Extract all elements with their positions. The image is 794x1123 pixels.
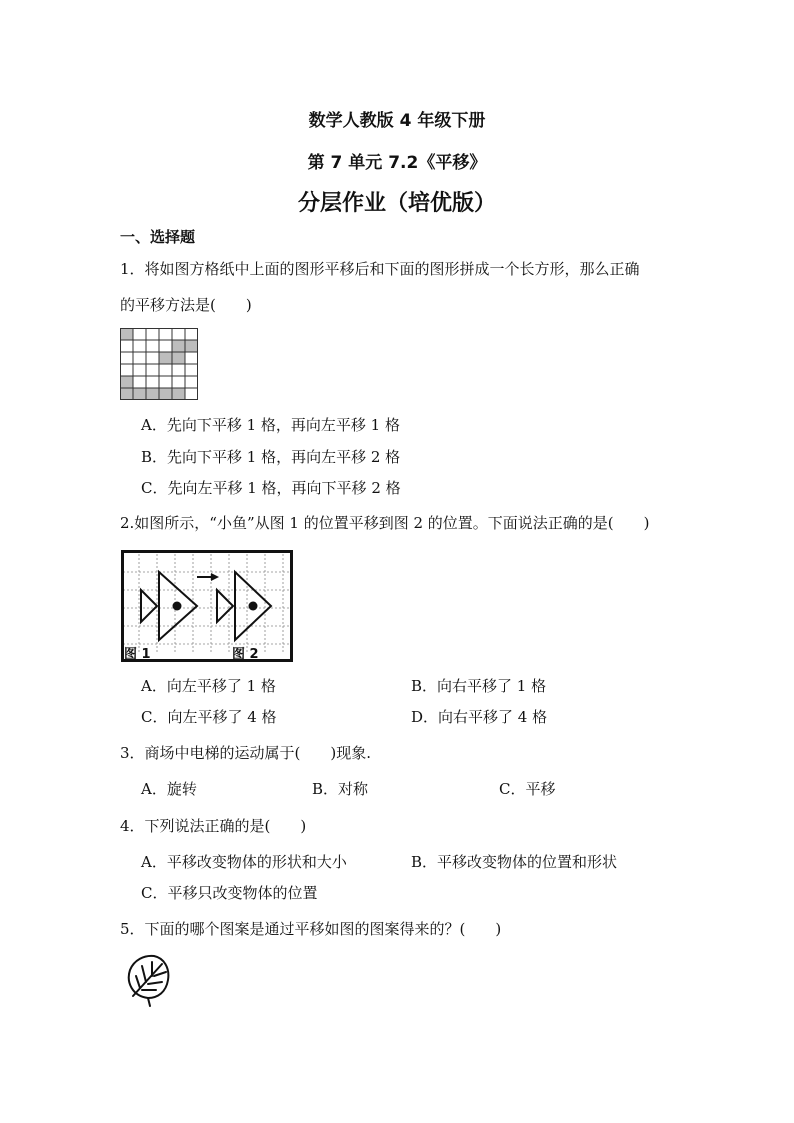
- q3-option-a[interactable]: A．旋转: [141, 780, 197, 798]
- q2-option-c[interactable]: C．向左平移了 4 格: [141, 708, 277, 726]
- doc-title-line1: 数学人教版 4 年级下册: [308, 111, 486, 131]
- q4-option-c[interactable]: C．平移只改变物体的位置: [141, 884, 318, 902]
- q1-option-a[interactable]: A．先向下平移 1 格，再向左平移 1 格: [141, 416, 400, 434]
- q2-stem-line1: 2.如图所示，“小鱼”从图 1 的位置平移到图 2 的位置。下面说法正确的是( ): [120, 514, 650, 532]
- q5-stem-line1: 5．下面的哪个图案是通过平移如图的图案得来的？( ): [120, 920, 502, 938]
- q3-option-b[interactable]: B．对称: [312, 780, 369, 798]
- q3-stem-line1: 3．商场中电梯的运动属于( )现象.: [120, 744, 372, 762]
- q1-option-b[interactable]: B．先向下平移 1 格，再向左平移 2 格: [141, 448, 401, 466]
- q3-option-c[interactable]: C．平移: [499, 780, 556, 798]
- doc-title-line3: 分层作业（培优版）: [297, 191, 496, 216]
- q4-option-a[interactable]: A．平移改变物体的形状和大小: [141, 853, 347, 871]
- q2-figure-label-1: 图 1: [124, 647, 151, 662]
- q1-stem-line1: 1．将如图方格纸中上面的图形平移后和下面的图形拼成一个长方形，那么正确: [120, 260, 640, 278]
- q1-stem-line2: 的平移方法是( ): [120, 296, 252, 314]
- doc-title-line2: 第 7 单元 7.2《平移》: [307, 153, 487, 173]
- q1-option-c[interactable]: C．先向左平移 1 格，再向下平移 2 格: [141, 479, 401, 497]
- q1-grid-figure: [120, 328, 198, 400]
- q2-option-a[interactable]: A．向左平移了 1 格: [141, 677, 276, 695]
- leaf-icon: [124, 952, 172, 1008]
- q2-option-d[interactable]: D．向右平移了 4 格: [411, 708, 548, 726]
- q2-figure-label-2: 图 2: [232, 647, 259, 662]
- section-heading: 一、选择题: [120, 228, 196, 246]
- q4-option-b[interactable]: B．平移改变物体的位置和形状: [411, 853, 618, 871]
- q2-option-b[interactable]: B．向右平移了 1 格: [411, 677, 547, 695]
- q4-stem-line1: 4．下列说法正确的是( ): [120, 817, 307, 835]
